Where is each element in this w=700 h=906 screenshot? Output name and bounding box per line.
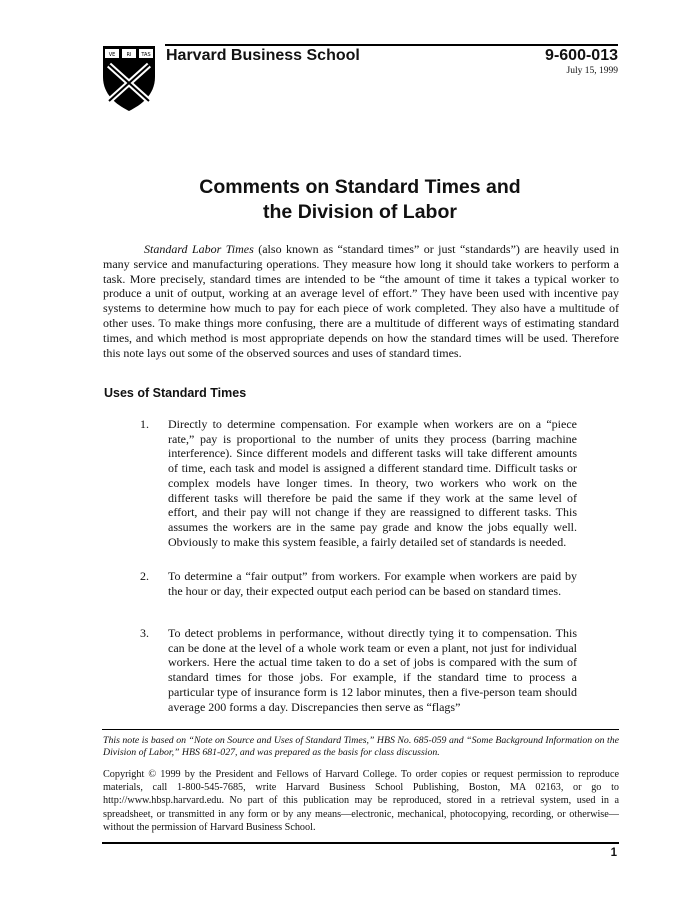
footer-rule-top — [102, 729, 619, 730]
svg-text:RI: RI — [126, 52, 132, 58]
source-note: This note is based on “Note on Source and Uses of Standard Times,” HBS No. 685-059 and “Some Background Information on the Division of Labor,” HBS 681-027, and was prepared as the basis for class discussion. — [103, 735, 619, 759]
list-item — [140, 626, 577, 714]
list-item-text: To determine a “fair output” from workers. For example when workers are paid by the hour or day, their expected output each period can be based on standard times. — [168, 569, 577, 598]
list-item-text: To detect problems in performance, without directly tying it to compensation. This can be done at the level of a whole work team or even a plant, not just for individual workers. Here the actual time taken to do a set of jobs is compared with the sum of standard times for those jobs. For example, if the standard time to process a particular type of insurance form is 12 labor minutes, then a five-person team should average 200 forms a day. Discrepancies then serve as “flags” — [168, 626, 577, 714]
intro-body: (also known as “standard times” or just “standards”) are heavily used in many service and manufacturing operations. They measure how long it should take workers to perform a task. More precisely, standard times are intended to be “the amount of time it takes a typical worker to produce a unit of output, working at an average level of effort.” They have been used with incentive pay systems to determine how much to pay for each piece of work completed. They also have a multitude of other uses. To make things more confusing, there are a multitude of different ways of estimating standard times, and which method is most appropriate depends on how the standard times will be used. Therefore this note lays out some of the observed sources and uses of standard times. — [103, 242, 619, 360]
document-number: 9-600-013 — [545, 47, 618, 64]
intro-lead-term: Standard Labor Times — [144, 242, 254, 256]
list-item — [140, 569, 577, 598]
footer-rule-bottom — [102, 842, 619, 844]
list-item-text: Directly to determine compensation. For example when workers are on a “piece rate,” pay is proportional to the number of units they process (barring machine interference). Since different models and different tasks will take different amounts of time, each task and model is assigned a different standard time. Difficult tasks or complex models have longer times. In theory, two workers who work on the different tasks will therefore be paid the same if they work at the same level of effort, and their pay will not change if they are reassigned to different tasks. This assumes the workers are in the same pay grade and know the jobs equally well. Obviously to make this system feasible, a fairly detailed set of standards is needed. — [168, 417, 577, 549]
header-rule — [165, 44, 618, 46]
list-item-number: 3. — [140, 626, 149, 640]
document-title — [100, 175, 620, 225]
list-item-number: 1. — [140, 417, 149, 431]
list-item — [140, 417, 577, 549]
copyright-notice: Copyright © 1999 by the President and Fellows of Harvard College. To order copies or request permission to reproduce materials, call 1-800-545-7685, write Harvard Business School Publishing, Boston, MA 02163, or go to http://www.hbsp.harvard.edu. No part of this publication may be reproduced, stored in a retrieval system, used in a spreadsheet, or transmitted in any form or by any means—electronic, mechanical, photocopying, recording, or otherwise—without the permission of Harvard Business School. — [103, 769, 619, 833]
title-line-1: Comments on Standard Times and — [199, 176, 521, 198]
section-heading: Uses of Standard Times — [104, 386, 247, 400]
svg-text:TAS: TAS — [141, 52, 151, 58]
intro-paragraph — [103, 242, 619, 360]
list-item-number: 2. — [140, 569, 149, 583]
document-date: July 15, 1999 — [566, 66, 618, 76]
title-line-2: the Division of Labor — [263, 201, 457, 223]
svg-text:VE: VE — [108, 52, 116, 58]
hbs-shield-logo — [101, 43, 157, 113]
school-name: Harvard Business School — [166, 47, 360, 64]
page-number: 1 — [610, 847, 617, 859]
